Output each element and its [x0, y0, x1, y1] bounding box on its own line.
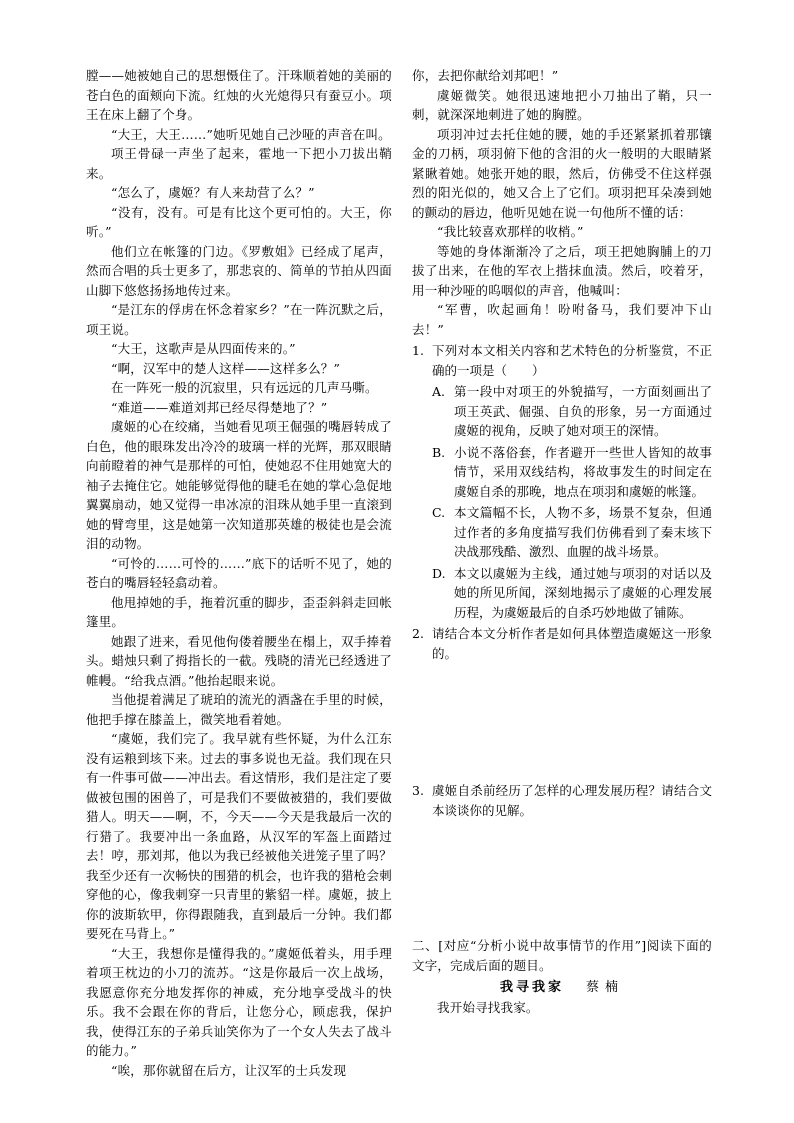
- left-column: [86, 66, 392, 1080]
- story-paragraph: “唉，那你就留在后方，让汉军的士兵发现: [111, 1062, 347, 1078]
- question-number: 1.: [412, 343, 424, 358]
- story-paragraph: “大王，这歌声是从四面传来的。”: [111, 341, 296, 356]
- option-label: C.: [432, 505, 446, 520]
- story-paragraph: 项羽冲过去托住她的腰，她的手还紧紧抓着那镶金的刀柄，项羽俯下他的含泪的火一般明的大眼睛紧紧瞅着她。她张开她的眼，然后，仿佛受不住这样强烈的阳光似的，她又合上了它们。项羽把耳朵凑到她的颤动的唇边，他听见她在说一句他所不懂的话：: [412, 126, 712, 220]
- option-d: [412, 564, 712, 623]
- story-paragraph: 项王骨碌一声坐了起来，霍地一下把小刀拔出鞘来。: [86, 146, 392, 181]
- story-paragraph: 她跟了进来，看见他佝偻着腰坐在榻上，双手捧着头。蜡烛只剩了拇指长的一截。残晓的清光已经透进了帷幔。“给我点酒。”他抬起眼来说。: [86, 633, 392, 688]
- question-number: 2.: [412, 626, 424, 641]
- story-paragraph: 在一阵死一般的沉寂里，只有远远的几声马嘶。: [111, 380, 378, 395]
- question-text: 请结合本文分析作者是如何具体塑造虞姬这一形象的。: [432, 626, 712, 661]
- option-label: B.: [432, 444, 446, 460]
- story-paragraph: “我比较喜欢那样的收梢。”: [437, 224, 584, 239]
- story-paragraph: 虞姬微笑。她很迅速地把小刀抽出了鞘，只一刺，就深深地刺进了她的胸膛。: [412, 87, 712, 122]
- option-text: 本文以虞姬为主线，通过她与项羽的对话以及她的所见所闻，深刻地揭示了虞姬的心理发展历程，为虞姬最后的自杀巧妙地做了铺陈。: [454, 565, 712, 620]
- option-label: D.: [432, 565, 446, 581]
- question-2: [412, 624, 712, 663]
- story-paragraph: “虞姬，我们完了。我早就有些怀疑，为什么江东没有运粮到垓下来。过去的事多说也无益。我们现在只有一件事可做——冲出去。看这情形，我们是注定了要做被包围的困兽了，可是我们不要做被猎的，我们要做猎人。明天——啊，不，今天——今天是我最后一次的行猎了。我要冲出一条血路，从汉军的军盔上面踏过去！哼，那刘邦，他以为我已经被他关进笼子里了吗？我至少还有一次畅快的围猎的机会，也许我的猎枪会刺穿他的心，像我刺穿一只青里的紫貂一样。虞姬，披上你的波斯软甲，你得跟随我，直到最后一分钟。我们都要死在马背上。”: [86, 731, 392, 941]
- option-label: A.: [432, 384, 446, 399]
- story-paragraph: “啊，汉军中的楚人这样——这样多么？”: [111, 360, 341, 376]
- option-text: 小说不落俗套，作者避开一些世人皆知的故事情节，采用双线结构，将故事发生的时间定在虞姬自杀的那晚，地点在项羽和虞姬的帐篷。: [454, 444, 712, 499]
- story-title: 我寻我家: [499, 980, 564, 995]
- story-author: 蔡楠: [586, 980, 625, 995]
- story-paragraph: “军曹，吹起画角！吩咐备马，我们要冲下山去！”: [412, 302, 712, 337]
- section-intro: 二、[对应“分析小说中故事情节的作用”]阅读下面的文字，完成后面的题目。: [412, 938, 712, 973]
- story-paragraph: “没有，没有。可是有比这个更可怕的。大王，你听。”: [86, 204, 392, 239]
- question-text: 虞姬自杀前经历了怎样的心理发展历程？请结合文本谈谈你的见解。: [432, 783, 712, 818]
- story-paragraph: “难道——难道刘邦已经尽得楚地了？”: [111, 399, 328, 415]
- answer-space[interactable]: [412, 663, 712, 779]
- option-text: 本文篇幅不长，人物不多，场景不复杂，但通过作者的多角度描写我们仿佛看到了秦末垓下决战那残酷、激烈、血腥的战斗场景。: [454, 505, 712, 559]
- answer-space[interactable]: [412, 820, 712, 936]
- story-paragraph: 我开始寻找我家。: [437, 1000, 539, 1015]
- story-paragraph: 他们立在帐篷的门边。《罗敷姐》已经成了尾声，然而合唱的兵士更多了，那悲哀的、简单的节拍从四面山脚下悠悠扬扬地传过来。: [86, 243, 392, 298]
- option-text: 第一段中对项王的外貌描写，一方面刻画出了项王英武、倔强、自负的形象，另一方面通过虞姬的视角，反映了她对项王的深情。: [454, 384, 712, 438]
- story-paragraph: “可怜的……可怜的……”底下的话听不见了，她的苍白的嘴唇轻轻翕动着。: [86, 555, 392, 590]
- story-paragraph: 他甩掉她的手，拖着沉重的脚步，歪歪斜斜走回帐篷里。: [86, 594, 392, 629]
- story-paragraph: “怎么了，虞姬？有人来劫营了么？”: [111, 185, 315, 200]
- story-paragraph: 当他提着满足了琥珀的流光的酒盏在手里的时候，他把手撑在膝盖上，微笑地看着她。: [86, 692, 392, 727]
- story-paragraph: 你，去把你献给刘邦吧！”: [412, 68, 559, 83]
- right-column: [412, 66, 712, 1018]
- story-paragraph: 虞姬的心在绞痛，当她看见项王倔强的嘴唇转成了白色，他的眼珠发出冷冷的玻璃一样的光辉，那双眼睛向前瞪着的神气是那样的可怕，使她忍不住用她宽大的袖子去掩住它。她能够觉得他的睫毛在她的掌心急促地翼翼扇动，她又觉得一串冰凉的泪珠从她手里一直滚到她的臂弯里，这是她第一次知道那英雄的极徒也是会流泪的动物。: [86, 419, 392, 551]
- option-b: [412, 443, 712, 502]
- story-paragraph: “是江东的俘虏在怀念着家乡？”在一阵沉默之后，项王说。: [86, 302, 392, 337]
- story-paragraph: “大王，大王……”她听见她自己沙哑的声音在叫。: [111, 126, 391, 142]
- option-a: [412, 382, 712, 441]
- story-title-line: [412, 978, 712, 998]
- story-paragraph: 膛——她被她自己的思想慑住了。汗珠顺着她的美丽的苍白色的面颊向下流。红烛的火光熄得只有蚕豆小。项王在床上翻了个身。: [86, 68, 392, 122]
- question-1: [412, 341, 712, 380]
- option-c: [412, 503, 712, 562]
- question-text: 下列对本文相关内容和艺术特色的分析鉴赏，不正确的一项是（ ）: [432, 343, 712, 378]
- question-number: 3.: [412, 783, 424, 798]
- question-3: [412, 781, 712, 820]
- story-paragraph: “大王，我想你是懂得我的。”虞姬低着头，用手理着项王枕边的小刀的流苏。“这是你最后一次上战场，我愿意你充分地发挥你的神威，充分地享受战斗的快乐。我不会跟在你的背后，让您分心，顾虑我，保护我，使得江东的子弟兵讪笑你为了一个女人失去了战斗的能力。”: [86, 945, 392, 1058]
- story-paragraph: 等她的身体渐渐冷了之后，项王把她胸脯上的刀拔了出来，在他的军衣上揩抹血渍。然后，咬着牙，用一种沙哑的呜咽似的声音，他喊叫：: [412, 243, 712, 298]
